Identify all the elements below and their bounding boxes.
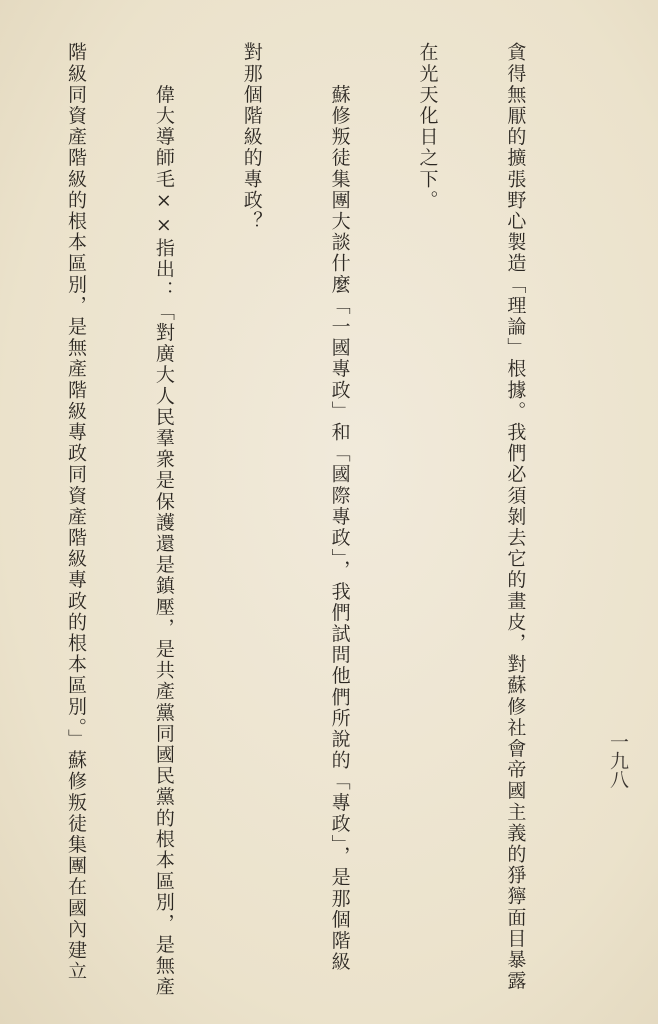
text-column: 偉大導師毛××指出：「對廣大人民羣衆是保護還是鎮壓，是共產黨同國民黨的根本區別，是無產: [152, 42, 175, 998]
text-column: 蘇修叛徒集團大談什麼「一國專政」和「國際專政」，我們試問他們所說的「專政」，是那個階級: [328, 42, 351, 973]
text-column: 階級同資產階級的根本區別，是無產階級專政同資產階級專政的根本區別。」蘇修叛徒集團在國內建立: [64, 42, 87, 982]
vertical-text-body: [0, 42, 588, 1002]
text-column: [0, 42, 2, 1002]
text-column: 在光天化日之下。: [416, 42, 439, 211]
page-number: 一九八: [607, 732, 629, 789]
text-column: 對那個階級的專政？: [240, 42, 263, 232]
text-column: 貪得無厭的擴張野心製造「理論」根據。我們必須剝去它的畫皮，對蘇修社會帝國主義的猙獰面目暴露: [504, 42, 527, 992]
